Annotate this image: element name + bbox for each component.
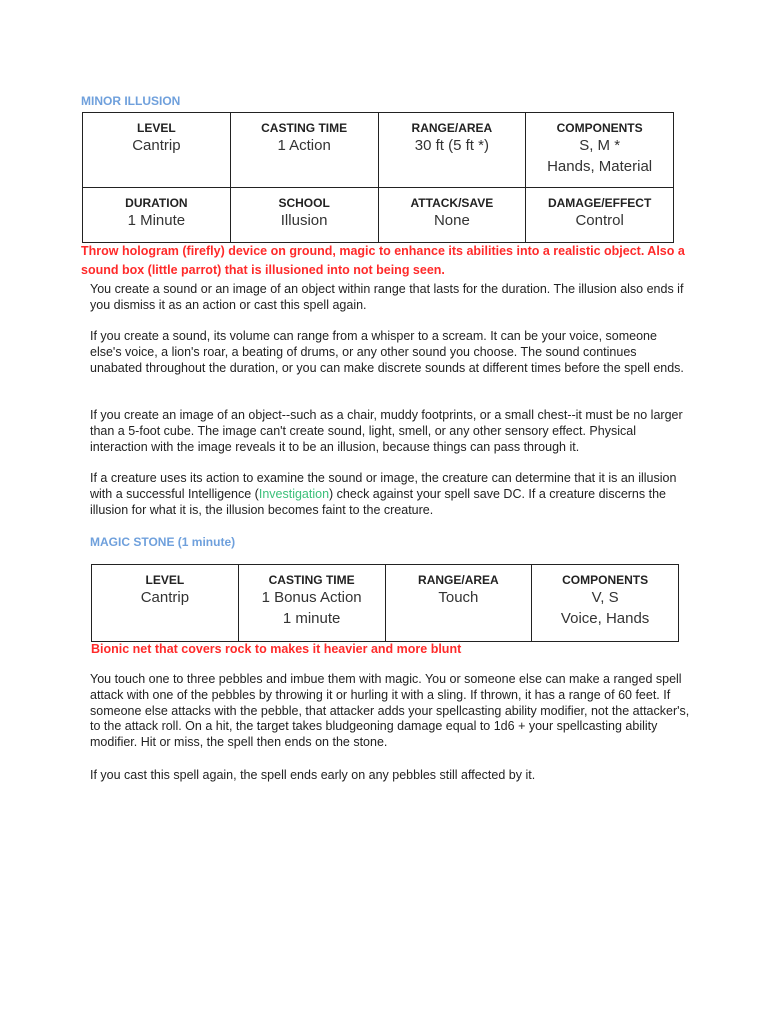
spell-note: Bionic net that covers rock to makes it heavier and more blunt bbox=[91, 642, 462, 656]
stat-cell-damage-effect bbox=[526, 188, 674, 243]
spell-note: Throw hologram (firefly) device on ground, magic to enhance its abilities into a realistic object. Also a sound box (little parrot) that is illusioned into not being seen. bbox=[81, 244, 685, 277]
stat-value: 30 ft (5 ft *) bbox=[414, 137, 489, 154]
paragraph-text: If a creature uses its action to examine the sound or image, the creature can determine that it is an illusion with a successful Intelligence ( bbox=[90, 471, 677, 501]
paragraph-text: ) check against your spell save DC. If a creature discerns the illusion for what it is, the illusion becomes faint to the creature. bbox=[90, 486, 666, 517]
stat-value: 1 Minute bbox=[127, 212, 186, 229]
spell-stat-table bbox=[82, 112, 674, 243]
spell-description-paragraph: You create a sound or an image of an object within range that lasts for the duration. The illusion also ends if you dismiss it as an action or cast this spell again. bbox=[90, 282, 684, 312]
spell-description-paragraph: If you create an image of an object--such as a chair, muddy footprints, or a small chest--it must be no larger than a 5-foot cube. The image can't create sound, light, smell, or any other sensory effect. Physical interaction with the image reveals it to be an illusion, because things can pass through it. bbox=[90, 408, 683, 454]
stat-value: V, S bbox=[591, 589, 619, 606]
stat-value: 1 Action bbox=[277, 137, 331, 154]
stat-cell-casting-time bbox=[230, 113, 378, 188]
stat-value: 1 Bonus Action bbox=[261, 589, 362, 606]
stat-label: COMPONENTS bbox=[562, 573, 649, 587]
spell-description-paragraph: If you cast this spell again, the spell ends early on any pebbles still affected by it. bbox=[90, 768, 536, 782]
stat-cell-range bbox=[378, 113, 526, 188]
spell-title: MINOR ILLUSION bbox=[81, 94, 181, 108]
stat-value-extra: Hands, Material bbox=[547, 158, 653, 175]
stat-label: LEVEL bbox=[145, 573, 185, 587]
stat-value: Illusion bbox=[280, 212, 328, 229]
spell-stat-table bbox=[91, 564, 679, 642]
spell-title: MAGIC STONE (1 minute) bbox=[90, 535, 236, 549]
stat-label: DAMAGE/EFFECT bbox=[547, 196, 652, 210]
stat-value: Cantrip bbox=[140, 589, 190, 606]
stat-value-extra: 1 minute bbox=[282, 610, 341, 627]
stat-value: Control bbox=[575, 212, 624, 229]
stat-cell-level bbox=[92, 565, 239, 642]
stat-label: ATTACK/SAVE bbox=[410, 196, 494, 210]
stat-value-extra: Voice, Hands bbox=[560, 610, 650, 627]
stat-cell-casting-time bbox=[238, 565, 385, 642]
stat-cell-components bbox=[532, 565, 679, 642]
spell-description-paragraph bbox=[90, 471, 690, 518]
stat-value: None bbox=[433, 212, 470, 229]
stat-label: LEVEL bbox=[137, 121, 176, 135]
stat-value: Cantrip bbox=[132, 137, 181, 154]
stat-cell-school bbox=[230, 188, 378, 243]
stat-label: SCHOOL bbox=[278, 196, 330, 210]
stat-label: DURATION bbox=[125, 196, 188, 210]
stat-value: S, M * bbox=[579, 137, 621, 154]
stat-label: CASTING TIME bbox=[261, 121, 348, 135]
stat-label: COMPONENTS bbox=[556, 121, 643, 135]
spell-description-paragraph: If you create a sound, its volume can range from a whisper to a scream. It can be your voice, someone else's voice, a lion's roar, a beating of drums, or any other sound you choose. The sound continues unabated throughout the duration, or you can make discrete sounds at different times before the spell ends. bbox=[90, 329, 684, 375]
stat-label: CASTING TIME bbox=[268, 573, 355, 587]
skill-name: Investigation bbox=[258, 486, 330, 501]
stat-label: RANGE/AREA bbox=[411, 121, 493, 135]
stat-cell-range bbox=[385, 565, 532, 642]
spell-description-paragraph: You touch one to three pebbles and imbue them with magic. You or someone else can make a ranged spell attack with one of the pebbles by throwing it or hurling it with a sling. If thrown, it has a range of 60 feet. If someone else attacks with the pebble, that attacker adds your spellcasting ability modifier, not the attacker's, to the attack roll. On a hit, the target takes bludgeoning damage equal to 1d6 + your spellcasting ability modifier. Hit or miss, the spell then ends on the stone. bbox=[90, 672, 690, 750]
stat-value: Touch bbox=[438, 589, 479, 606]
stat-cell-level bbox=[83, 113, 231, 188]
stat-cell-components bbox=[526, 113, 674, 188]
stat-cell-attack-save bbox=[378, 188, 526, 243]
stat-cell-duration bbox=[83, 188, 231, 243]
stat-label: RANGE/AREA bbox=[418, 573, 499, 587]
